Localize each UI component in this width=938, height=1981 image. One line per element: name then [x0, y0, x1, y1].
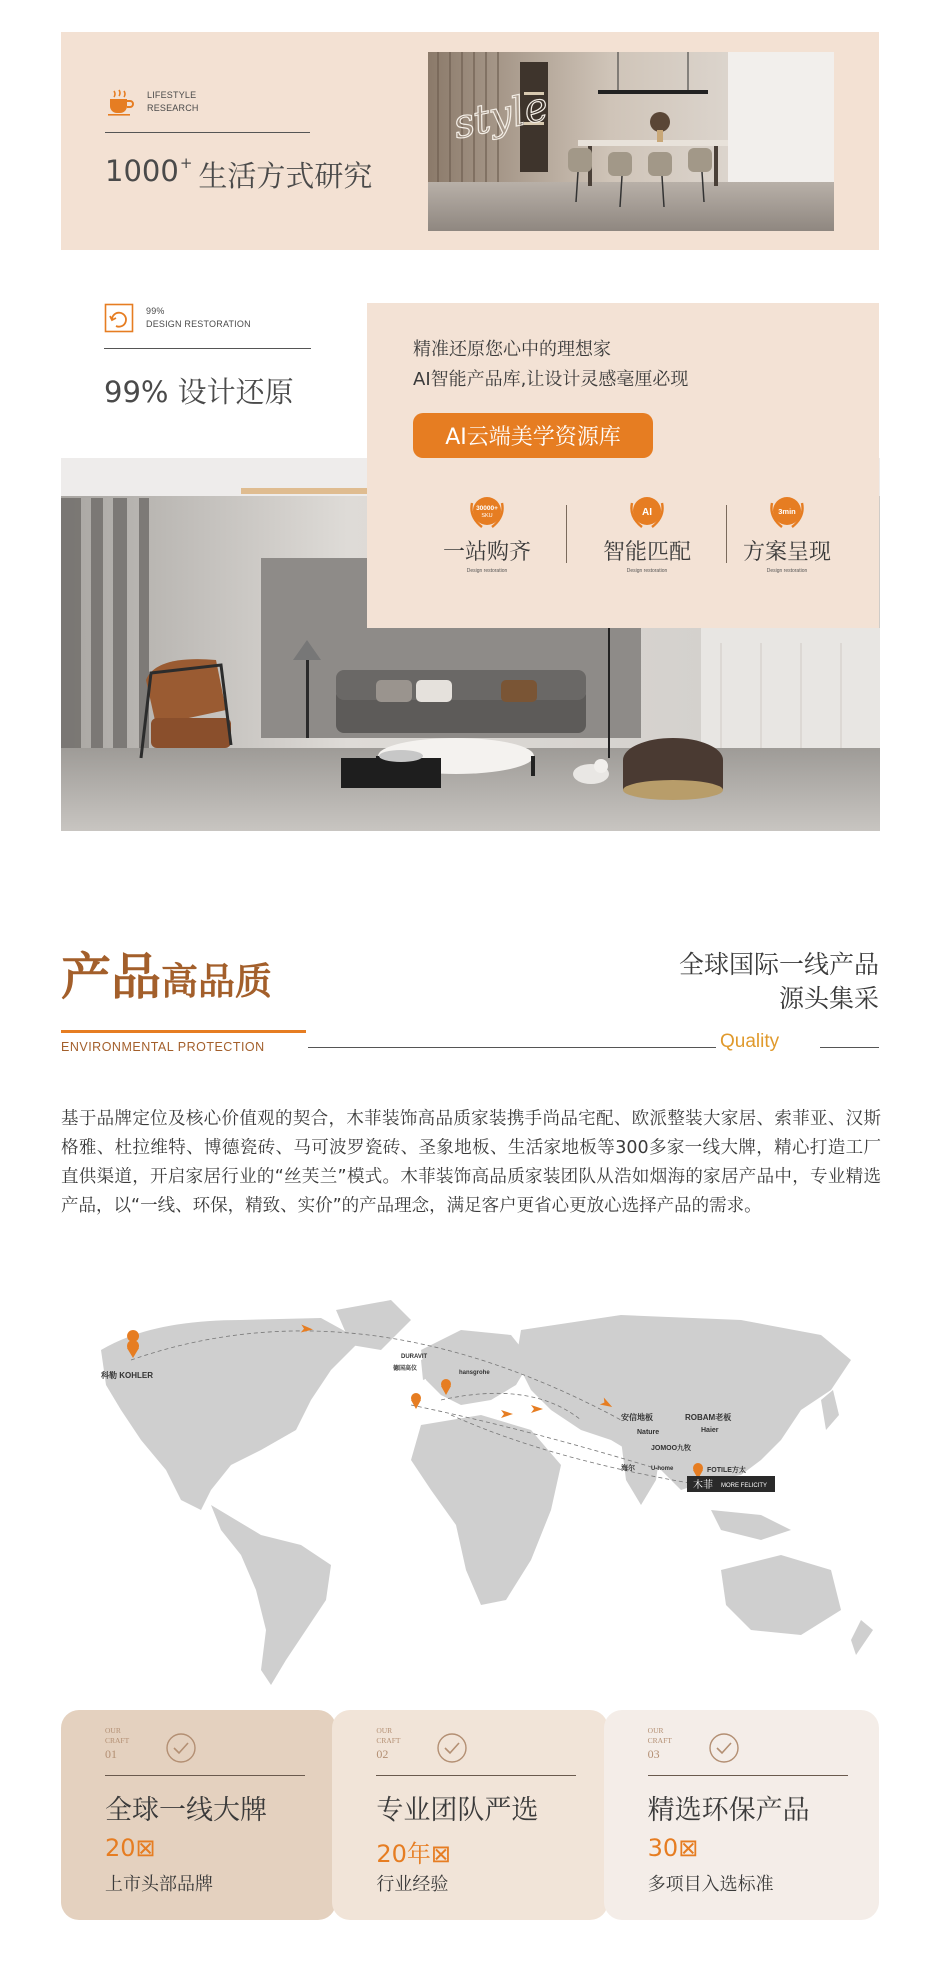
- brand-robam: ROBAM老板: [685, 1413, 732, 1422]
- restoration-headline: 99% 设计还原: [104, 375, 294, 409]
- laurel-badge-icon: [465, 493, 509, 533]
- title-big: 产品: [61, 948, 161, 1006]
- craft-number: 03: [647, 1747, 660, 1761]
- craft-word: OUR: [647, 1726, 664, 1735]
- badge-line-2: RESEARCH: [147, 103, 199, 113]
- lifestyle-sup: +: [179, 154, 193, 172]
- laurel-badge-icon: [625, 493, 669, 533]
- restoration-badge-line-2: DESIGN RESTORATION: [146, 319, 251, 329]
- svg-text:3min: 3min: [778, 507, 796, 516]
- craft-stat: 20⊠: [105, 1834, 156, 1862]
- brand-grohe: 德国高仪: [393, 1366, 418, 1372]
- brand-anxin: 安信地板: [621, 1413, 653, 1422]
- svg-text:AI: AI: [642, 507, 652, 518]
- brand-mufei: 木菲: [693, 1480, 713, 1491]
- lifestyle-text: 生活方式研究: [198, 159, 373, 193]
- feature-list: [407, 493, 847, 574]
- craft-desc: 行业经验: [376, 1874, 449, 1895]
- divider: [105, 132, 310, 133]
- brand-kohler: 科勒 KOHLER: [101, 1371, 153, 1380]
- lifestyle-number: 1000: [105, 154, 179, 188]
- restoration-line-2: AI智能产品库,让设计灵感毫厘必现: [413, 369, 689, 390]
- brand-duravit: DURAVIT: [401, 1354, 428, 1360]
- divider: [648, 1775, 848, 1776]
- craft-title: 精选环保产品: [647, 1795, 810, 1826]
- craft-label: [105, 1726, 129, 1762]
- feature-sub: Design restoration: [626, 568, 668, 574]
- check-circle-icon: [708, 1732, 740, 1764]
- sourcing-heading: [679, 948, 879, 1016]
- divider: [104, 348, 311, 349]
- feature-title: 智能匹配: [602, 540, 691, 565]
- feature-sub: Design restoration: [466, 568, 508, 574]
- craft-card: [61, 1710, 336, 1920]
- divider: [820, 1047, 879, 1048]
- craft-card: [332, 1710, 607, 1920]
- style-script: style: [449, 83, 553, 149]
- craft-label: [648, 1726, 672, 1762]
- feature-title: 方案呈现: [742, 540, 831, 565]
- divider: [376, 1775, 576, 1776]
- restoration-badge-line-1: 99%: [146, 306, 165, 316]
- craft-number: 01: [105, 1747, 117, 1761]
- brand-more-felicity: MORE FELICITY: [721, 1483, 768, 1489]
- title-underline: [61, 1030, 306, 1033]
- craft-word: CRAFT: [105, 1736, 130, 1745]
- craft-title: 专业团队严选: [376, 1795, 539, 1826]
- badge-line-1: LIFESTYLE: [147, 90, 197, 100]
- restoration-badge: [104, 303, 251, 333]
- laurel-badge-icon: [765, 493, 809, 533]
- feature-smart-match: [567, 493, 727, 574]
- craft-cards: [61, 1710, 879, 1920]
- lifestyle-badge: [105, 87, 199, 117]
- intro-paragraph: 基于品牌定位及核心价值观的契合，木菲装饰高品质家装携手尚品宅配、欧派整装大家居、索菲亚、汉斯格雅、杜拉维特、博德瓷砖、马可波罗瓷砖、圣象地板、生活家地板等300多家一线大牌，精心打造工厂直供渠道，开启家居行业的“丝芙兰”模式。木菲装饰高品质家装团队从浩如烟海的家居产品中，专业精选产品，以“一线、环保，精致、实价”的产品理念，满足客户更省心更放心选择产品的需求。: [61, 1109, 881, 1216]
- env-protection-label: ENVIRONMENTAL PROTECTION: [61, 1040, 265, 1054]
- divider: [105, 1775, 305, 1776]
- dining-room-photo: [428, 52, 834, 231]
- craft-word: OUR: [105, 1726, 121, 1735]
- lifestyle-headline: [105, 154, 372, 195]
- craft-desc: 上市头部品牌: [105, 1874, 213, 1895]
- brand-fotile: FOTILE方太: [707, 1467, 746, 1474]
- brand-jomoo: JOMOO九牧: [651, 1445, 692, 1452]
- craft-stat: 30⊠: [647, 1834, 699, 1862]
- brand-nature: Nature: [637, 1429, 660, 1436]
- brand-uhome: U-home: [651, 1466, 674, 1472]
- restoration-icon: [104, 303, 134, 333]
- ai-library-button[interactable]: AI云端美学资源库: [413, 413, 653, 458]
- craft-word: CRAFT: [376, 1736, 401, 1745]
- product-quality-title: [61, 948, 272, 1011]
- craft-title: 全球一线大牌: [105, 1795, 267, 1826]
- craft-number: 02: [376, 1747, 389, 1761]
- brand-haier: Haier: [701, 1427, 719, 1434]
- lifestyle-banner: [61, 32, 879, 250]
- brand-haier-cn: 海尔: [621, 1465, 635, 1472]
- svg-text:SKU: SKU: [481, 513, 493, 519]
- divider: [308, 1047, 716, 1048]
- craft-card: [604, 1710, 879, 1920]
- craft-desc: 多项目入选标准: [647, 1874, 774, 1895]
- brand-hansgrohe: hansgrohe: [459, 1370, 490, 1376]
- feature-sub: Design restoration: [766, 568, 808, 574]
- sourcing-line-2: 源头集采: [778, 984, 879, 1013]
- title-small: 高品质: [161, 960, 272, 1003]
- craft-word: CRAFT: [647, 1736, 672, 1745]
- svg-text:30000+: 30000+: [476, 505, 498, 512]
- craft-word: OUR: [376, 1726, 393, 1735]
- check-circle-icon: [436, 1732, 468, 1764]
- feature-title: 一站购齐: [442, 540, 531, 565]
- check-circle-icon: [165, 1732, 197, 1764]
- ai-library-card: [367, 303, 879, 628]
- craft-stat: 20年⊠: [376, 1840, 451, 1868]
- coffee-cup-icon: [105, 87, 135, 117]
- sourcing-line-1: 全球国际一线产品: [678, 950, 879, 979]
- feature-plan: [727, 493, 847, 574]
- restoration-line-1: 精准还原您心中的理想家: [413, 339, 611, 360]
- craft-label: [376, 1726, 400, 1762]
- world-map: [61, 1290, 881, 1700]
- feature-one-stop: [407, 493, 567, 574]
- quality-label: Quality: [720, 1031, 780, 1052]
